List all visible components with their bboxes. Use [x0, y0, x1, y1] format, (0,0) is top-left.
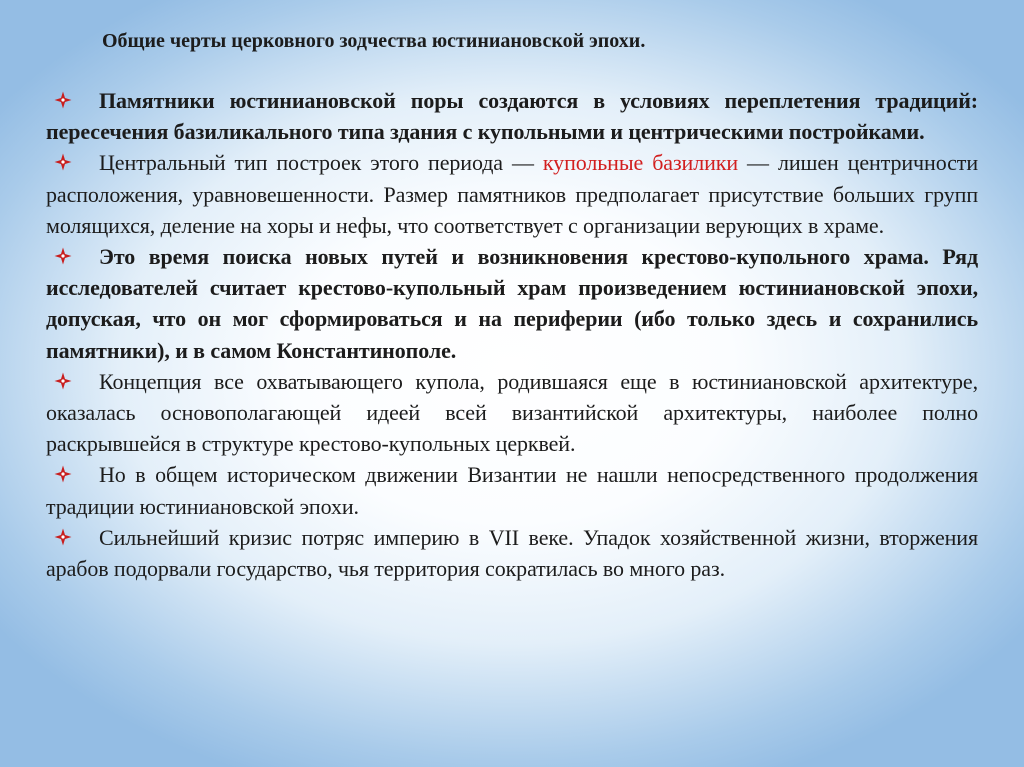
bullet-item-3 [46, 241, 978, 366]
highlighted-term: купольные базилики [542, 150, 739, 176]
slide-title: Общие черты церковного зодчества юстиниановской эпохи. [102, 30, 646, 52]
bullet-text: Концепция все охватывающего купола, родившаяся еще в юстиниановской архитектуре, оказалась основополагающей идеей всей византийской архитектуры, наиболее полно раскрывшейся в структуре крестово-купольных церквей. [46, 368, 978, 457]
bullet-text: Это время поиска новых путей и возникновения крестово-купольного храма. Ряд исследователей считает крестово-купольный храм произведением юстиниановской эпохи, допуская, что он мог сформироваться и на периферии (ибо только здесь и сохранились памятники), и в самом Константинополе. [46, 244, 978, 363]
diamond-bullet-icon [54, 528, 72, 546]
bullet-item-4 [46, 366, 978, 460]
bullet-list [46, 85, 978, 584]
bullet-text-before: Центральный тип построек этого периода — [99, 150, 543, 176]
bullet-item-5 [46, 459, 978, 521]
bullet-text-after: — лишен центричности расположения, уравновешенности. Размер памятников предполагает присутствие больших групп молящихся, деление на хоры и нефы, что соответствует с организации верующих в храме. [46, 150, 978, 238]
bullet-text: Но в общем историческом движении Византии не нашли непосредственного продолжения традиции юстиниановской эпохи. [46, 462, 978, 519]
bullet-text: Сильнейший кризис потряс империю в VII веке. Упадок хозяйственной жизни, вторжения арабов подорвали государство, чья территория сократилась во много раз. [46, 524, 978, 582]
diamond-bullet-icon [54, 91, 72, 109]
bullet-item-2 [46, 147, 978, 241]
diamond-bullet-icon [54, 372, 72, 390]
title-spacer [46, 56, 978, 85]
diamond-bullet-icon [54, 153, 72, 171]
bullet-text: Памятники юстиниановской поры создаются в условиях переплетения традиций: пересечения базиликального типа здания с купольными и центрическими постройками. [46, 88, 978, 145]
diamond-bullet-icon [54, 465, 72, 483]
bullet-item-1 [46, 85, 978, 147]
bullet-item-6 [46, 522, 978, 584]
diamond-bullet-icon [54, 247, 72, 265]
bullet-text [46, 150, 978, 237]
slide-content [46, 26, 978, 746]
